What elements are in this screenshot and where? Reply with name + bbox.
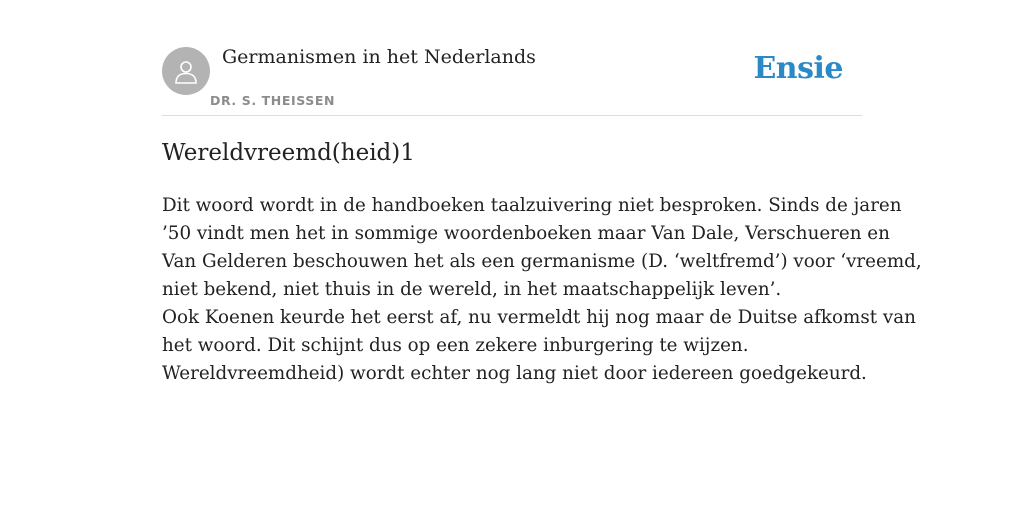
entry-card xyxy=(162,0,922,384)
user-silhouette-icon xyxy=(173,58,199,84)
body-line: Van Gelderen beschouwen het als een germanisme (D. ‘weltfremd’) voor ‘vreemd, xyxy=(162,251,922,272)
brand-logo[interactable]: Ensie xyxy=(753,51,843,86)
book-title[interactable]: Germanismen in het Nederlands xyxy=(222,46,536,68)
entry-header xyxy=(162,0,862,116)
entry-title: Wereldvreemd(heid)1 xyxy=(162,140,415,166)
body-line: Wereldvreemdheid) wordt echter nog lang niet door iedereen goedgekeurd. xyxy=(162,363,867,384)
body-line: niet bekend, niet thuis in de wereld, in het maatschappelijk leven’. xyxy=(162,279,782,300)
entry-body xyxy=(162,192,922,388)
author-avatar[interactable] xyxy=(162,47,210,95)
author-name[interactable]: DR. S. THEISSEN xyxy=(210,93,336,108)
body-line: ’50 vindt men het in sommige woordenboeken maar Van Dale, Verschueren en xyxy=(162,223,890,244)
body-line: Ook Koenen keurde het eerst af, nu vermeldt hij nog maar de Duitse afkomst van xyxy=(162,307,916,328)
body-line: Dit woord wordt in de handboeken taalzuivering niet besproken. Sinds de jaren xyxy=(162,195,902,216)
body-line: het woord. Dit schijnt dus op een zekere inburgering te wijzen. xyxy=(162,335,749,356)
